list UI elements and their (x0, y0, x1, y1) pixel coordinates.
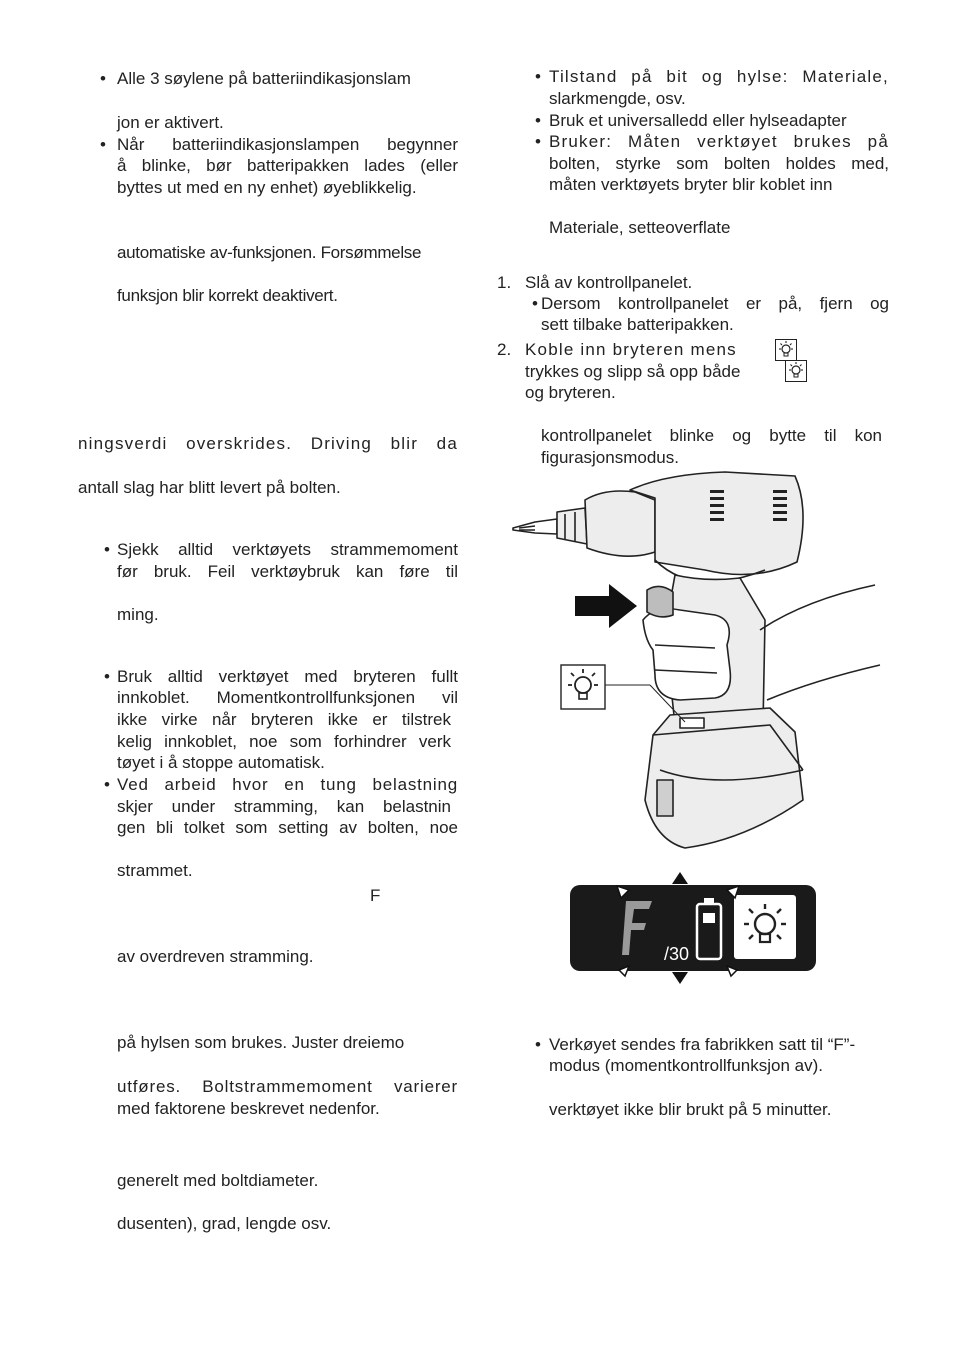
switch-bullet2-line5: av overdreven stramming. (117, 947, 314, 966)
autooff-line1: automatiske av-funksjonen. Forsømmelse (117, 243, 422, 262)
press-arrow-icon (575, 582, 637, 630)
step2-line1: Koble inn bryteren mens (525, 340, 737, 359)
step1-sub-line2: sett tilbake batteripakken. (541, 315, 734, 334)
light-icon (560, 664, 606, 710)
check-line1: Sjekk alltid verktøyets strammemoment (117, 540, 458, 559)
factor3-line3: måten verktøyets bryter blir koblet inn (549, 175, 833, 194)
step2-cont-line1: kontrollpanelet blinke og bytte til kon (541, 426, 882, 445)
factor1-line1: Tilstand på bit og hylse: Materiale, (549, 67, 889, 86)
bullet-mark: • (104, 540, 110, 559)
switch-bullet2-line1: Ved arbeid hvor en tung belastning (117, 775, 458, 794)
socket-line3: med faktorene beskrevet nedenfor. (117, 1099, 380, 1118)
switch-bullet1-line3: ikke virke når bryteren ikke er tilstrek (117, 710, 451, 729)
bullet-mark: • (100, 69, 106, 88)
switch-bullet1-line4: kelig innkoblet, noe som forhindrer verk (117, 732, 451, 751)
bullet-mark: • (104, 775, 110, 794)
blink-indicators (615, 870, 745, 988)
battery-bullet2-line1: Når batteriindikasjonslampen begynner (117, 135, 458, 154)
factor3-line2: bolten, styrke som bolten holdes med, (549, 154, 889, 173)
bullet-mark: • (535, 111, 541, 130)
intro-line2: antall slag har blitt levert på bolten. (78, 478, 341, 497)
step2-cont-line2: figurasjonsmodus. (541, 448, 679, 467)
light-icon (738, 900, 792, 954)
check-line2: før bruk. Feil verktøybruk kan føre til (117, 562, 458, 581)
light-icon (785, 360, 807, 382)
step1-sub-line1: Dersom kontrollpanelet er på, fjern og (541, 294, 889, 313)
bullet-mark: • (535, 132, 541, 151)
switch-bullet2-line2: skjer under stramming, kan belastnin (117, 797, 451, 816)
intro-line1: ningsverdi overskrides. Driving blir da (78, 434, 458, 453)
check-line3: ming. (117, 605, 159, 624)
socket-line1: på hylsen som brukes. Juster dreiemo (117, 1033, 405, 1052)
battery-bullet1-line1: Alle 3 søylene på batteriindikasjonslam (117, 69, 411, 88)
step2-line2: trykkes og slipp så opp både (525, 362, 741, 381)
socket-line2: utføres. Boltstrammemoment varierer (117, 1077, 458, 1096)
socket-line5: dusenten), grad, lengde osv. (117, 1214, 332, 1233)
socket-line4: generelt med boltdiameter. (117, 1171, 319, 1190)
autooff-line2: funksjon blir korrekt deaktivert. (117, 286, 338, 305)
battery-bullet2-line3: byttes ut med en ny enhet) øyeblikkelig. (117, 178, 417, 197)
note-line2: modus (momentkontrollfunksjon av). (549, 1056, 824, 1075)
factor3-line1: Bruker: Måten verktøyet brukes på (549, 132, 889, 151)
factor2-line1: Bruk et universalledd eller hylseadapter (549, 111, 847, 130)
light-icon (775, 339, 797, 361)
switch-bullet1-line2: innkoblet. Momentkontrollfunksjonen vil (117, 688, 458, 707)
note-line3: verktøyet ikke blir brukt på 5 minutter. (549, 1100, 832, 1119)
note-line1: Verkøyet sendes fra fabrikken satt til “F”- (549, 1035, 856, 1054)
mode-label: /30 (664, 944, 690, 964)
bullet-mark: • (532, 294, 538, 313)
mode-character: F (370, 886, 381, 905)
step1-text: Slå av kontrollpanelet. (525, 273, 693, 292)
battery-bullet1-line2: jon er aktivert. (117, 113, 224, 132)
step2-number: 2. (497, 340, 512, 359)
battery-bullet2-line2: å blinke, bør batteripakken lades (eller (117, 156, 458, 175)
step1-number: 1. (497, 273, 512, 292)
bullet-mark: • (100, 135, 106, 154)
switch-bullet2-line4: strammet. (117, 861, 193, 880)
bullet-mark: • (104, 667, 110, 686)
step2-line3: og bryteren. (525, 383, 616, 402)
switch-bullet2-line3: gen bli tolket som setting av bolten, noe (117, 818, 458, 837)
bullet-mark: • (535, 1035, 541, 1054)
switch-bullet1-line1: Bruk alltid verktøyet med bryteren fullt (117, 667, 458, 686)
bullet-mark: • (535, 67, 541, 86)
switch-bullet1-line5: tøyet i å stoppe automatisk. (117, 753, 325, 772)
factor-extra: Materiale, setteoverflate (549, 218, 731, 237)
factor1-line2: slarkmengde, osv. (549, 89, 686, 108)
